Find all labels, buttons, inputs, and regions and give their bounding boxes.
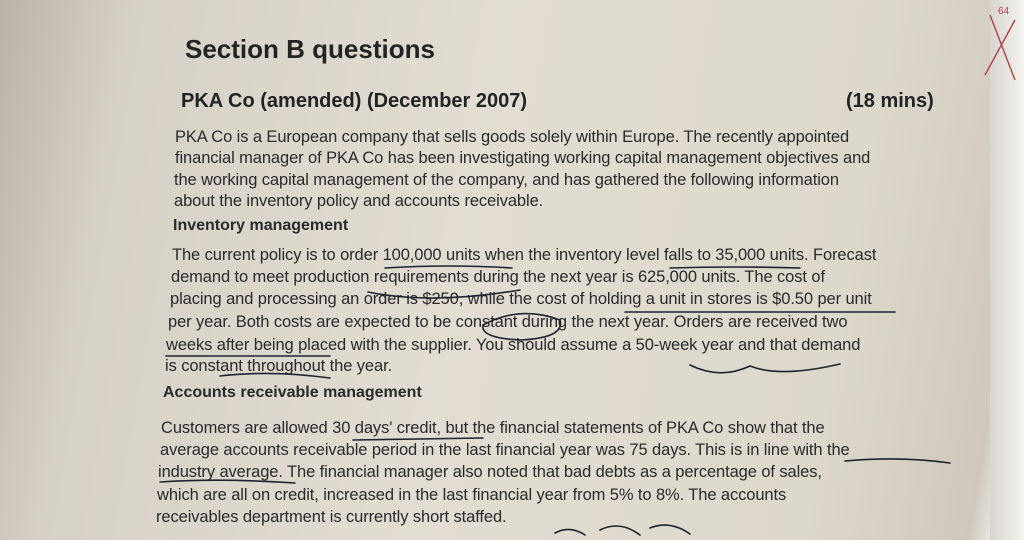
text-line: per year. Both costs are expected to be constant during the next year. Orders are received two (168, 313, 848, 331)
text-line: average accounts receivable period in the last financial year was 75 days. This is in line with the (160, 441, 850, 459)
underline-mark (845, 459, 950, 463)
text-line: weeks after being placed with the supplier. You should assume a 50-week year and that demand (166, 336, 861, 354)
text-line: which are all on credit, increased in the last financial year from 5% to 8%. The accounts (157, 486, 787, 504)
text-line: is constant throughout the year. (165, 357, 393, 375)
next-page-edge (990, 0, 1024, 540)
text-line: about the inventory policy and accounts receivable. (174, 192, 544, 210)
scribble-mark (555, 525, 690, 535)
inventory-heading: Inventory management (173, 217, 349, 234)
text-line: demand to meet production requirements during the next year is 625,000 units. The cost of (171, 268, 825, 286)
text-line: PKA Co is a European company that sells goods solely within Europe. The recently appointed (175, 128, 850, 146)
text-line: placing and processing an order is $250, while the cost of holding a unit in stores is $0.50 per unit (170, 290, 872, 308)
section-title: Section B questions (185, 34, 435, 64)
underline-mark (353, 438, 483, 440)
text-line: industry average. The financial manager also noted that bad debts as a percentage of sales, (158, 463, 822, 481)
question-title: PKA Co (amended) (December 2007) (181, 90, 528, 112)
text-line: the working capital management of the company, and has gathered the following information (174, 171, 839, 189)
question-time: (18 mins) (846, 90, 934, 112)
corner-mark: 64 (998, 6, 1010, 17)
squiggle-mark (690, 364, 840, 373)
text-line: The current policy is to order 100,000 units when the inventory level falls to 35,000 units. Forecast (172, 246, 877, 264)
text-line: receivables department is currently short staffed. (156, 508, 507, 526)
text-line: financial manager of PKA Co has been investigating working capital management objectives and (175, 149, 871, 167)
text-line: Customers are allowed 30 days' credit, but the financial statements of PKA Co show that the (161, 419, 825, 437)
receivables-heading: Accounts receivable management (163, 384, 422, 401)
